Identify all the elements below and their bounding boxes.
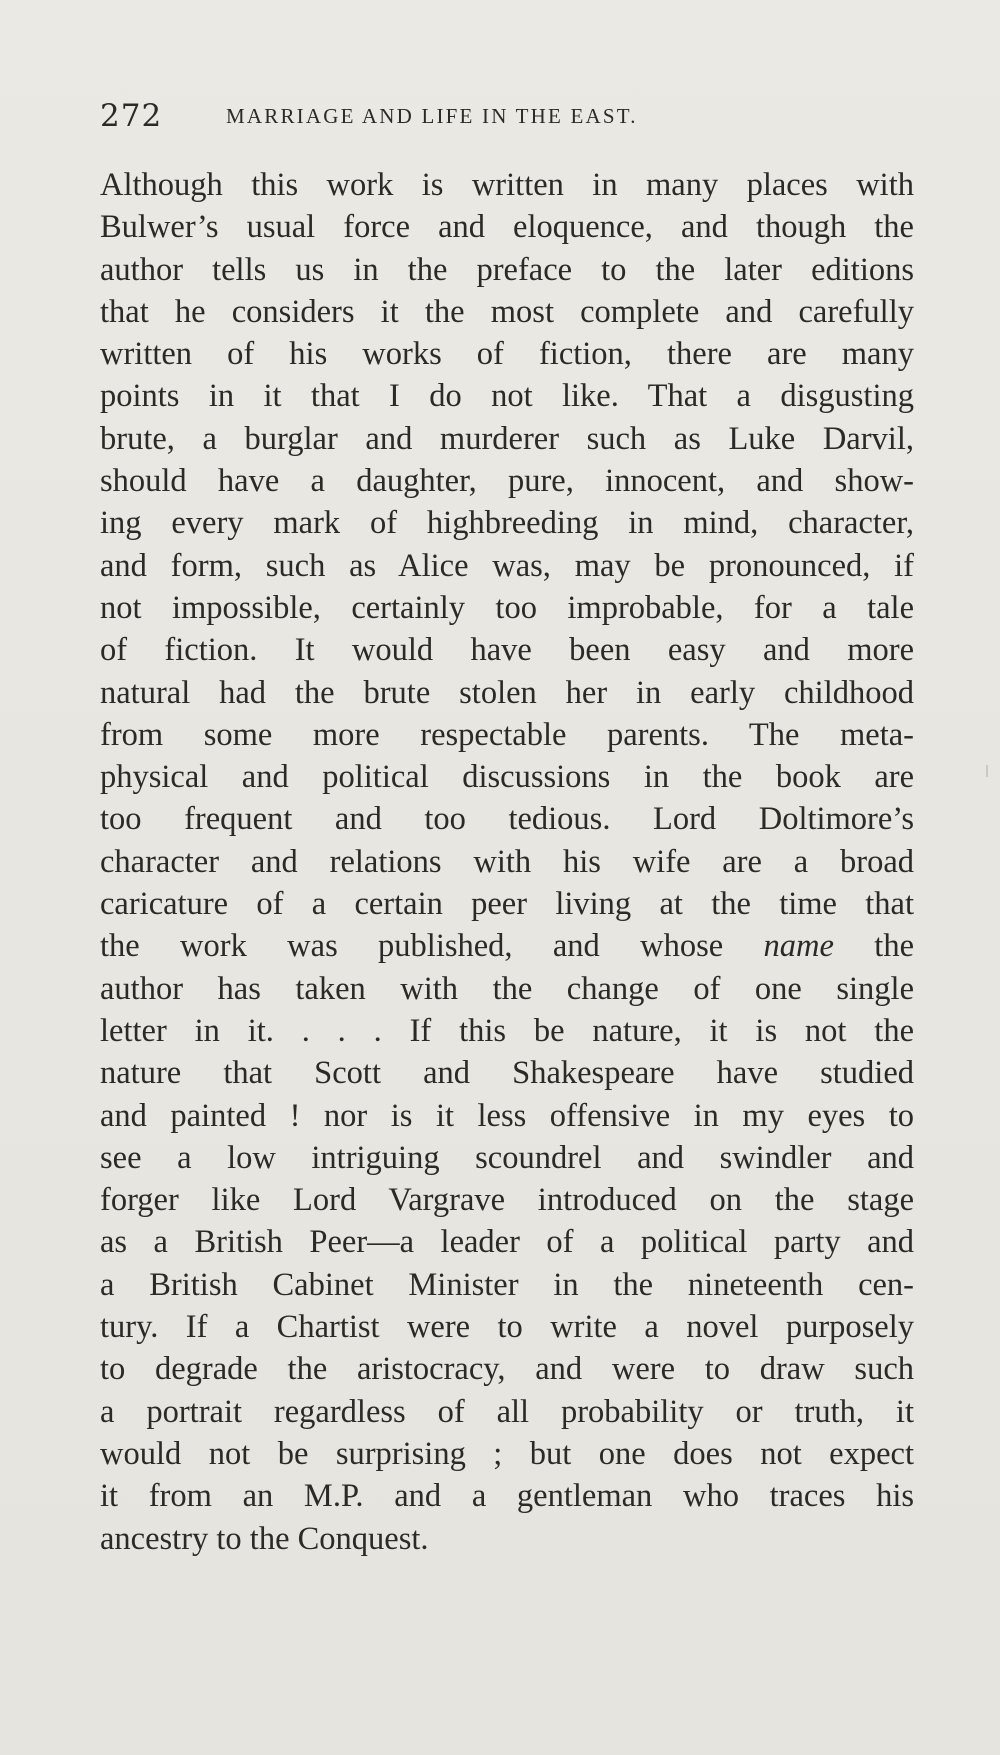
text-line: natural had the brute stolen her in early childhood xyxy=(100,674,914,711)
text-line: would not be surprising ; but one does not expect xyxy=(100,1435,914,1472)
text-line: written of his works of fiction, there are many xyxy=(100,336,914,373)
text-line: character and relations with his wife are a broad xyxy=(100,843,914,880)
text-line: physical and political discussions in the book are xyxy=(100,759,914,796)
text-line: Bulwer’s usual force and eloquence, and though the xyxy=(100,209,914,246)
text-line: from some more respectable parents. The meta- xyxy=(100,716,914,753)
text-line: tury. If a Chartist were to write a novel purposely xyxy=(100,1309,914,1346)
text-line: of fiction. It would have been easy and more xyxy=(100,632,914,669)
page-number: 272 xyxy=(100,98,163,134)
text-line: author tells us in the preface to the later editions xyxy=(100,251,914,288)
text-line-start: the work was published, and whose xyxy=(100,928,724,965)
text-line: points in it that I do not like. That a disgusting xyxy=(100,378,914,415)
running-head: MARRIAGE AND LIFE IN THE EAST. xyxy=(226,104,638,128)
text-line: it from an M.P. and a gentleman who traces his xyxy=(100,1478,914,1515)
text-line-end: the xyxy=(874,928,915,965)
text-line-with-italic xyxy=(100,925,914,967)
body-text xyxy=(100,164,914,1560)
text-line: caricature of a certain peer living at the time that xyxy=(100,886,914,923)
text-line: a British Cabinet Minister in the nineteenth cen- xyxy=(100,1266,914,1303)
text-line: Although this work is written in many places with xyxy=(100,167,914,203)
text-line: brute, a burglar and murderer such as Luke Darvil, xyxy=(100,420,914,457)
page-header xyxy=(100,98,920,138)
text-line: not impossible, certainly too improbable, for a tale xyxy=(100,589,914,626)
text-line: as a British Peer—a leader of a political party and xyxy=(100,1224,914,1261)
text-line-last: ancestry to the Conquest. xyxy=(100,1520,429,1557)
text-line: should have a daughter, pure, innocent, and show- xyxy=(100,463,914,500)
text-line: too frequent and too tedious. Lord Doltimore’s xyxy=(100,801,914,838)
text-line: a portrait regardless of all probability or truth, it xyxy=(100,1393,914,1430)
text-line: to degrade the aristocracy, and were to draw such xyxy=(100,1351,914,1388)
text-line: ing every mark of highbreeding in mind, character, xyxy=(100,505,914,542)
italic-word: name xyxy=(763,928,834,965)
text-line: and painted ! nor is it less offensive in my eyes to xyxy=(100,1097,914,1134)
text-line: author has taken with the change of one single xyxy=(100,970,914,1007)
text-line: and form, such as Alice was, may be pronounced, if xyxy=(100,547,914,584)
paper-speck xyxy=(986,765,988,777)
text-line: see a low intriguing scoundrel and swindler and xyxy=(100,1139,914,1176)
text-line: that he considers it the most complete and carefully xyxy=(100,293,914,330)
text-line: nature that Scott and Shakespeare have studied xyxy=(100,1055,914,1092)
text-line: letter in it. . . . If this be nature, it is not the xyxy=(100,1012,914,1049)
text-line: forger like Lord Vargrave introduced on the stage xyxy=(100,1182,914,1219)
